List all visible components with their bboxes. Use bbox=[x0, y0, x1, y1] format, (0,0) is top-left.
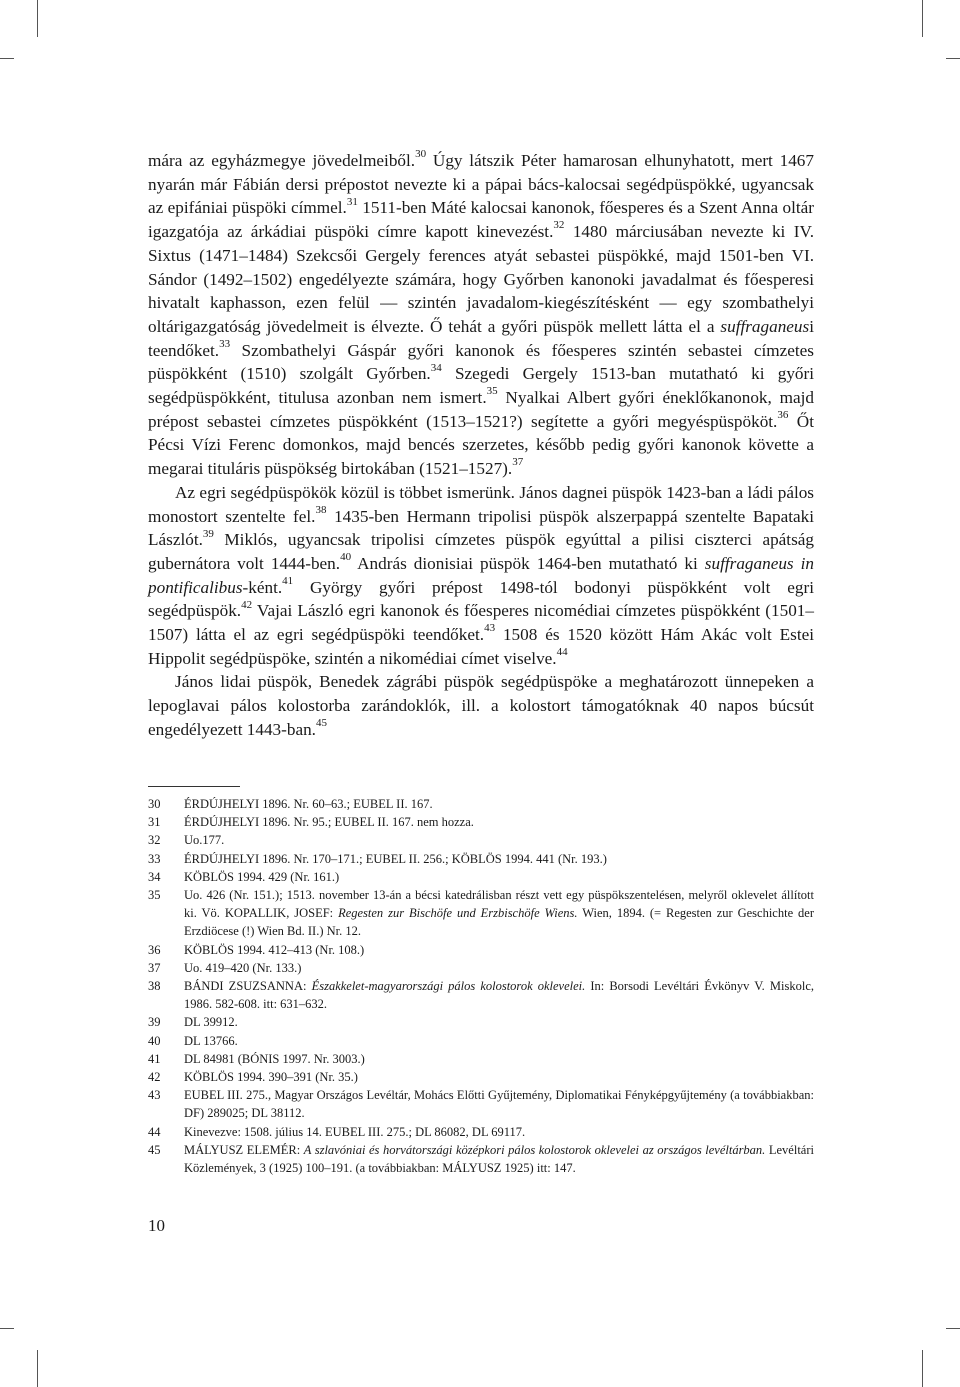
paragraph-text: Nyalkai Albert győri éneklőkanonok, majd prépost sebastei címzetes püspökként (1513–1521?) segítette a győri megyéspüspököt. bbox=[148, 388, 814, 431]
footnote-item bbox=[148, 1050, 814, 1068]
footnote-item bbox=[148, 977, 814, 1013]
main-text bbox=[148, 149, 814, 742]
footnote-text bbox=[184, 1032, 814, 1050]
footnote-text: Uo.177. bbox=[184, 833, 225, 848]
footnote-text: ÉRDÚJHELYI 1896. Nr. 60–63.; EUBEL II. 167. bbox=[184, 797, 433, 811]
crop-mark-top-right-horizontal bbox=[946, 58, 960, 59]
paragraph-text: Az egri segédpüspökök közül is többet ismerünk. János dagnei püspök 1423-ban a ládi pálos monostort szentelte fel. bbox=[148, 482, 814, 526]
footnote-text bbox=[184, 1123, 814, 1141]
footnote-reference: 35 bbox=[486, 385, 498, 398]
footnote-item bbox=[148, 1086, 814, 1122]
footnote-reference: 42 bbox=[241, 598, 253, 611]
footnote-text bbox=[184, 1050, 814, 1068]
footnote-number: 40 bbox=[148, 1033, 161, 1048]
footnote-item bbox=[148, 959, 814, 977]
crop-mark-bottom-left-vertical bbox=[37, 1350, 38, 1387]
footnote-number: 32 bbox=[148, 833, 161, 848]
footnote-reference: 38 bbox=[315, 503, 327, 516]
footnote-text: KÖBLÖS 1994. 412–413 (Nr. 108.) bbox=[184, 942, 365, 957]
footnote-item bbox=[148, 813, 814, 831]
paragraph-text: -ként. bbox=[242, 577, 283, 597]
footnote-item bbox=[148, 1013, 814, 1031]
footnote-reference: 36 bbox=[777, 409, 789, 421]
footnote-text bbox=[184, 813, 814, 831]
footnote-item bbox=[148, 850, 814, 868]
crop-mark-bottom-right-horizontal bbox=[946, 1328, 960, 1329]
crop-mark-bottom-left-horizontal bbox=[0, 1328, 14, 1329]
paragraph-text: Szegedi Gergely 1513-ban mutatható ki győri segédpüspökként, titulusa azonban nem ismert. bbox=[148, 364, 815, 408]
footnote-text bbox=[184, 886, 814, 941]
footnote-number: 33 bbox=[148, 851, 161, 866]
footnote-text: Wien, 1894. (= Regesten zur Geschichte der Erzdiöcese (!) Wien Bd. II.) Nr. 12. bbox=[184, 906, 814, 939]
paragraph-text: 1435-ben Hermann tripolisi püspök alszerpappá szentelte Bapataki Lászlót. bbox=[148, 506, 814, 550]
footnote-number: 42 bbox=[148, 1070, 161, 1085]
paragraph-text: András dionisiai püspök 1464-ben mutatható ki bbox=[351, 553, 705, 573]
paragraph-2 bbox=[148, 481, 814, 671]
footnote-text bbox=[184, 959, 814, 977]
footnote-reference: 40 bbox=[340, 551, 352, 564]
footnote-text bbox=[184, 941, 814, 959]
footnote-italic-text: Északkelet-magyarországi pálos kolostorok oklevelei. bbox=[311, 979, 586, 994]
footnote-number: 41 bbox=[148, 1051, 161, 1066]
footnote-text: DL 84981 (BÓNIS 1997. Nr. 3003.) bbox=[184, 1051, 365, 1066]
footnote-text: EUBEL III. 275., Magyar Országos Levéltár, Mohács Előtti Gyűjtemény, Diplomatikai Fényképgyűjtemény (a továbbiakban: DF) 289025; DL 38112. bbox=[184, 1088, 814, 1121]
footnote-item bbox=[148, 1141, 814, 1177]
footnote-number: 35 bbox=[148, 888, 161, 903]
footnote-reference: 44 bbox=[556, 646, 568, 659]
footnote-reference: 45 bbox=[315, 717, 327, 730]
footnote-text bbox=[184, 850, 814, 868]
crop-mark-top-left-vertical bbox=[37, 0, 38, 37]
footnote-text bbox=[184, 977, 814, 1013]
footnote-number: 37 bbox=[148, 960, 161, 975]
footnote-text: Uo. 419–420 (Nr. 133.) bbox=[184, 960, 302, 975]
footnote-reference: 41 bbox=[282, 574, 294, 587]
footnote-italic-text: A szlavóniai és horvátországi középkori pálos kolostorok oklevelei az országos levéltárban. bbox=[303, 1142, 766, 1157]
footnote-text: DL 39912. bbox=[184, 1015, 238, 1030]
footnote-number: 39 bbox=[148, 1015, 161, 1030]
footnote-item bbox=[148, 795, 814, 813]
footnote-item bbox=[148, 1032, 814, 1050]
paragraph-1 bbox=[148, 149, 814, 481]
footnote-item bbox=[148, 1123, 814, 1141]
crop-mark-top-right-vertical bbox=[922, 0, 923, 37]
footnote-text: Kinevezve: 1508. július 14. EUBEL III. 275.; DL 86082, DL 69117. bbox=[184, 1124, 526, 1139]
paragraph-text: György győri prépost 1498-tól bodonyi püspökként volt egri segédpüspök. bbox=[148, 577, 814, 621]
footnote-item bbox=[148, 1068, 814, 1086]
paragraph-text: Úgy látszik Péter hamarosan elhunyhatott, mert 1467 nyarán már Fábián dersi prépostot nevezte ki a pápai bács-kalocsai segédpüspökké, ugyancsak az epifániai püspöki címmel. bbox=[148, 151, 814, 218]
footnote-number: 44 bbox=[148, 1124, 161, 1139]
footnote-item bbox=[148, 831, 814, 849]
footnote-number: 34 bbox=[148, 869, 161, 884]
footnote-text bbox=[184, 868, 814, 886]
paragraph-text: mára az egyházmegye jövedelmeiből. bbox=[148, 151, 416, 170]
paragraph-text: Őt Pécsi Vízi Ferenc domonkos, majd bencés szerzetes, később pedig győri kanonok követte a megarai tituláris püspökség birtokában (1521–1527). bbox=[148, 411, 814, 479]
footnote-reference: 32 bbox=[553, 219, 565, 232]
footnote-text: ÉRDÚJHELYI 1896. Nr. 170–171.; EUBEL II. 256.; KÖBLÖS 1994. 441 (Nr. 193.) bbox=[184, 851, 607, 866]
footnote-reference: 31 bbox=[346, 195, 358, 208]
footnote-text: Levéltári Közlemények, 3 (1925) 100–191. (a továbbiakban: MÁLYUSZ 1925) itt: 147. bbox=[184, 1142, 814, 1176]
footnote-text: DL 13766. bbox=[184, 1033, 238, 1048]
footnote-reference: 33 bbox=[219, 337, 231, 350]
footnote-item bbox=[148, 941, 814, 959]
footnote-number: 38 bbox=[148, 979, 161, 994]
paragraph-text: 1480 márciusában nevezte ki IV. Sixtus (1471–1484) Szekcsői Gergely ferences atyát sebastei püspökké, majd 1501-ben VI. Sándor (1492–1502) engedélyezte számára, hogy Győrben kanonoki javadalmat és főesperesi hivatalt kaphasson, ezen felül — szintén javadalom-kiegészítésként — egy szombathelyi oltárigazgatóság jövedelmeit is élvezte. Ő tehát a győri püspök mellett látta el a bbox=[148, 222, 814, 336]
footnote-item bbox=[148, 868, 814, 886]
footnote-text bbox=[184, 1141, 814, 1177]
page-number: 10 bbox=[148, 1216, 165, 1235]
footnote-text bbox=[184, 831, 814, 849]
footnote-text: ÉRDÚJHELYI 1896. Nr. 95.; EUBEL II. 167. nem hozza. bbox=[184, 815, 474, 830]
paragraph-text: 1508 és 1520 között Hám Akác volt Estei Hippolit segédpüspöke, szintén a nikomédiai címet viselve. bbox=[148, 625, 814, 668]
paragraph-text: i teendőket. bbox=[148, 316, 814, 360]
paragraph-3 bbox=[148, 670, 814, 741]
footnote-text bbox=[184, 1013, 814, 1031]
paragraph-text: 1511-ben Máté kalocsai kanonok, főesperes és a Szent Anna oltár igazgatója az árkádiai püspöki címre kapott kinevezést. bbox=[148, 198, 814, 242]
footnote-text: KÖBLÖS 1994. 390–391 (Nr. 35.) bbox=[184, 1070, 358, 1085]
footnote-reference: 43 bbox=[484, 622, 496, 635]
footnote-text: KÖBLÖS 1994. 429 (Nr. 161.) bbox=[184, 869, 340, 884]
paragraph-italic-text: suffraganeus bbox=[720, 316, 810, 336]
footnote-text bbox=[184, 795, 814, 813]
footnote-number: 45 bbox=[148, 1142, 161, 1157]
footnote-italic-text: Regesten zur Bischöfe und Erzbischöfe Wiens. bbox=[338, 906, 578, 921]
footnote-reference: 34 bbox=[430, 361, 442, 374]
paragraph-italic-text: suffraganeus in pontificalibus bbox=[148, 553, 814, 597]
footnote-text: BÁNDI ZSUZSANNA: bbox=[184, 979, 312, 994]
footnote-text: MÁLYUSZ ELEMÉR: bbox=[184, 1142, 304, 1157]
footnote-text bbox=[184, 1086, 814, 1122]
footnote-reference: 30 bbox=[415, 148, 427, 161]
footnote-number: 36 bbox=[148, 942, 161, 957]
paragraph-text: Miklós, ugyancsak tripolisi címzetes püspök egyúttal a pilisi ciszterci apátság gubernátora volt 1444-ben. bbox=[148, 530, 814, 573]
footnote-number: 31 bbox=[148, 815, 161, 830]
footnote-text: Uo. 426 (Nr. 151.); 1513. november 13-án a bécsi katedrálisban részt vett egy püspökszentelésen, melyről oklevelet állított ki. Vö. KOPALLIK, JOSEF: bbox=[184, 888, 814, 921]
footnote-text bbox=[184, 1068, 814, 1086]
paragraph-text: Vajai László egri kanonok és főesperes nicomédiai címzetes püspökként (1501–1507) látta el az egri segédpüspöki teendőket. bbox=[148, 601, 814, 645]
footnote-reference: 39 bbox=[202, 527, 214, 540]
crop-mark-bottom-right-vertical bbox=[922, 1350, 923, 1387]
footnote-number: 43 bbox=[148, 1088, 161, 1103]
footnote-number: 30 bbox=[148, 797, 161, 811]
paragraph-text: János lidai püspök, Benedek zágrábi püspök segédpüspöke a meghatározott ünnepeken a lepoglavai pálos kolostorba zarándoklók, ill. a kolostort támogatóknak 40 napos búcsút engedélyezett 1443-ban. bbox=[148, 672, 814, 739]
footnote-text: In: Borsodi Levéltári Évkönyv V. Miskolc, 1986. 582-608. itt: 631–632. bbox=[184, 979, 814, 1012]
paragraph-text: Szombathelyi Gáspár győri kanonok és főesperes szintén sebastei címzetes püspökként (1510) szolgált Győrben. bbox=[148, 340, 814, 384]
footnote-reference: 37 bbox=[512, 456, 524, 469]
footnote-item bbox=[148, 886, 814, 941]
footnotes-list bbox=[148, 795, 814, 1177]
crop-mark-top-left-horizontal bbox=[0, 58, 14, 59]
footnote-separator bbox=[148, 786, 240, 787]
